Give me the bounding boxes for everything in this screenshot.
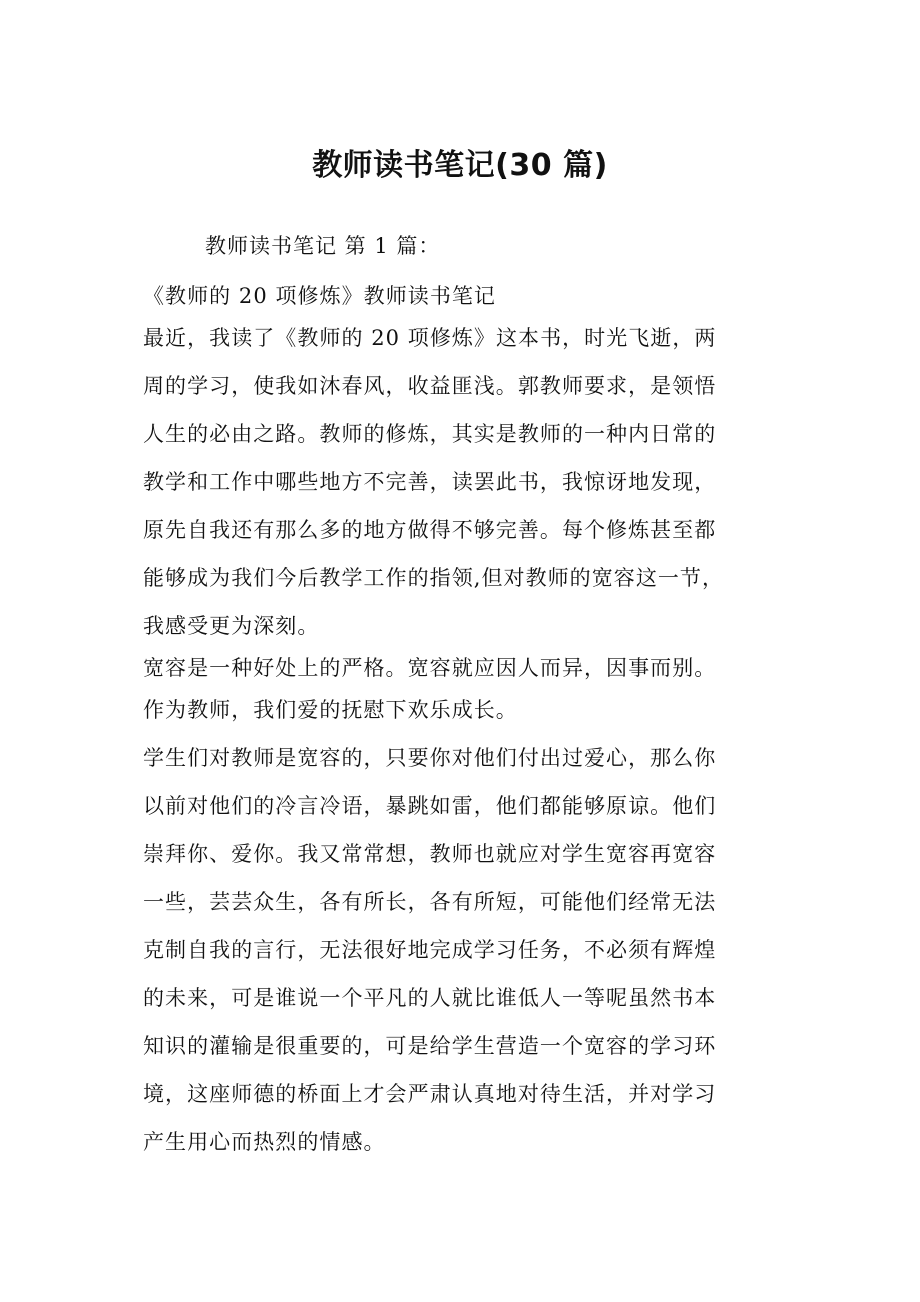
paragraph-line: 教学和工作中哪些地方不完善，读罢此书，我惊讶地发现， — [143, 470, 717, 494]
paragraph-line: 我感受更为深刻。 — [143, 614, 320, 638]
paragraph-line: 崇拜你、爱你。我又常常想，教师也就应对学生宽容再宽容 — [143, 842, 717, 866]
paragraph-line: 产生用心而热烈的情感。 — [143, 1130, 386, 1154]
paragraph-line: 克制自我的言行，无法很好地完成学习任务，不必须有辉煌 — [143, 938, 717, 962]
paragraph-line: 知识的灌输是很重要的，可是给学生营造一个宽容的学习环 — [143, 1034, 717, 1058]
paragraph-line: 学生们对教师是宽容的，只要你对他们付出过爱心，那么你 — [143, 746, 717, 770]
paragraph-line: 原先自我还有那么多的地方做得不够完善。每个修炼甚至都 — [143, 518, 717, 542]
paragraph-line: 境，这座师德的桥面上才会严肃认真地对待生活，并对学习 — [143, 1082, 717, 1106]
paragraph-line: 人生的必由之路。教师的修炼，其实是教师的一种内日常的 — [143, 422, 717, 446]
section-label: 教师读书笔记 第 1 篇： — [205, 234, 441, 258]
document-title: 教师读书笔记(30 篇) — [312, 148, 608, 183]
paragraph-line: 以前对他们的冷言冷语，暴跳如雷，他们都能够原谅。他们 — [143, 794, 717, 818]
paragraph-line: 作为教师，我们爱的抚慰下欢乐成长。 — [143, 698, 518, 722]
paragraph-line: 周的学习，使我如沐春风，收益匪浅。郭教师要求，是领悟 — [143, 374, 717, 398]
paragraph-line: 一些，芸芸众生，各有所长，各有所短，可能他们经常无法 — [143, 890, 717, 914]
document-body — [143, 278, 803, 1166]
paragraph-line: 最近，我读了《教师的 20 项修炼》这本书，时光飞逝，两 — [143, 326, 717, 350]
paragraph-line: 的未来，可是谁说一个平凡的人就比谁低人一等呢虽然书本 — [143, 986, 717, 1010]
paragraph-line: 宽容是一种好处上的严格。宽容就应因人而异，因事而别。 — [143, 656, 717, 680]
subtitle-line: 《教师的 20 项修炼》教师读书笔记 — [143, 284, 496, 308]
paragraph-line: 能够成为我们今后教学工作的指领,但对教师的宽容这一节， — [143, 566, 725, 590]
